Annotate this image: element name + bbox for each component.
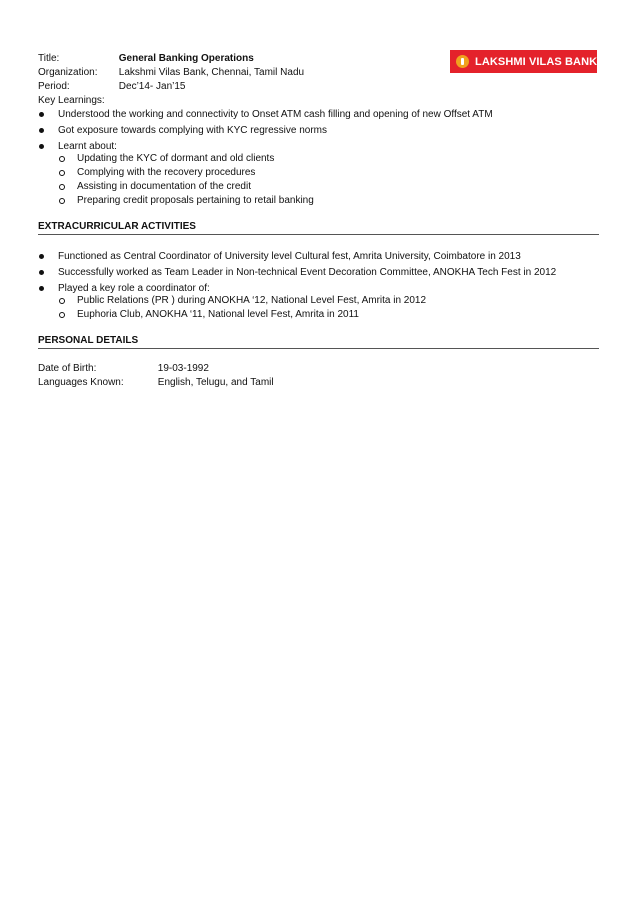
- organization-field: [38, 66, 304, 80]
- languages-value: English, Telugu, and Tamil: [157, 377, 274, 388]
- bullet-icon: [39, 144, 44, 149]
- languages-row: [38, 376, 274, 390]
- sub-list-item-text: Assisting in documentation of the credit: [77, 181, 251, 192]
- period-value: Dec’14- Jan’15: [118, 81, 186, 92]
- section-heading-extracurricular: EXTRACURRICULAR ACTIVITIES: [38, 220, 599, 235]
- circle-bullet-icon: [59, 184, 65, 190]
- period-label: Period:: [38, 81, 70, 92]
- title-label: Title:: [38, 53, 60, 64]
- bullet-icon: [39, 270, 44, 275]
- title-value: General Banking Operations: [118, 53, 254, 64]
- bank-logo-icon: [456, 55, 469, 68]
- organization-value: Lakshmi Vilas Bank, Chennai, Tamil Nadu: [118, 67, 305, 78]
- bullet-icon: [39, 286, 44, 291]
- languages-label: Languages Known:: [38, 377, 124, 388]
- sub-list-item-text: Preparing credit proposals pertaining to retail banking: [77, 195, 314, 206]
- list-item-text: Functioned as Central Coordinator of University level Cultural fest, Amrita University, Coimbatore in 2013: [58, 251, 521, 262]
- list-item-text: Understood the working and connectivity to Onset ATM cash filling and opening of new Offset ATM: [58, 109, 493, 120]
- bullet-icon: [39, 128, 44, 133]
- circle-bullet-icon: [59, 312, 65, 318]
- date-of-birth-value: 19-03-1992: [157, 363, 209, 374]
- bullet-icon: [39, 254, 44, 259]
- circle-bullet-icon: [59, 298, 65, 304]
- list-item-text: Played a key role a coordinator of:: [58, 283, 210, 294]
- sub-list-item-text: Euphoria Club, ANOKHA ‘11, National level Fest, Amrita in 2011: [77, 309, 359, 320]
- bank-logo: [450, 50, 597, 73]
- sub-list-item-text: Complying with the recovery procedures: [77, 167, 256, 178]
- circle-bullet-icon: [59, 198, 65, 204]
- period-field: [38, 80, 186, 94]
- bank-logo-text: LAKSHMI VILAS BANK: [475, 55, 598, 68]
- title-field: [38, 52, 254, 66]
- date-of-birth-label: Date of Birth:: [38, 363, 97, 374]
- circle-bullet-icon: [59, 170, 65, 176]
- section-heading-personal: PERSONAL DETAILS: [38, 334, 599, 349]
- date-of-birth-row: [38, 362, 209, 376]
- organization-label: Organization:: [38, 67, 98, 78]
- list-item-text: Got exposure towards complying with KYC regressive norms: [58, 125, 327, 136]
- list-item-text: Learnt about:: [58, 141, 117, 152]
- circle-bullet-icon: [59, 156, 65, 162]
- key-learnings-label: Key Learnings:: [38, 95, 105, 106]
- sub-list-item-text: Public Relations (PR ) during ANOKHA ‘12, National Level Fest, Amrita in 2012: [77, 295, 427, 306]
- sub-list-item-text: Updating the KYC of dormant and old clients: [77, 153, 275, 164]
- list-item-text: Successfully worked as Team Leader in Non-technical Event Decoration Committee, ANOKHA Tech Fest in 2012: [58, 267, 557, 278]
- bullet-icon: [39, 112, 44, 117]
